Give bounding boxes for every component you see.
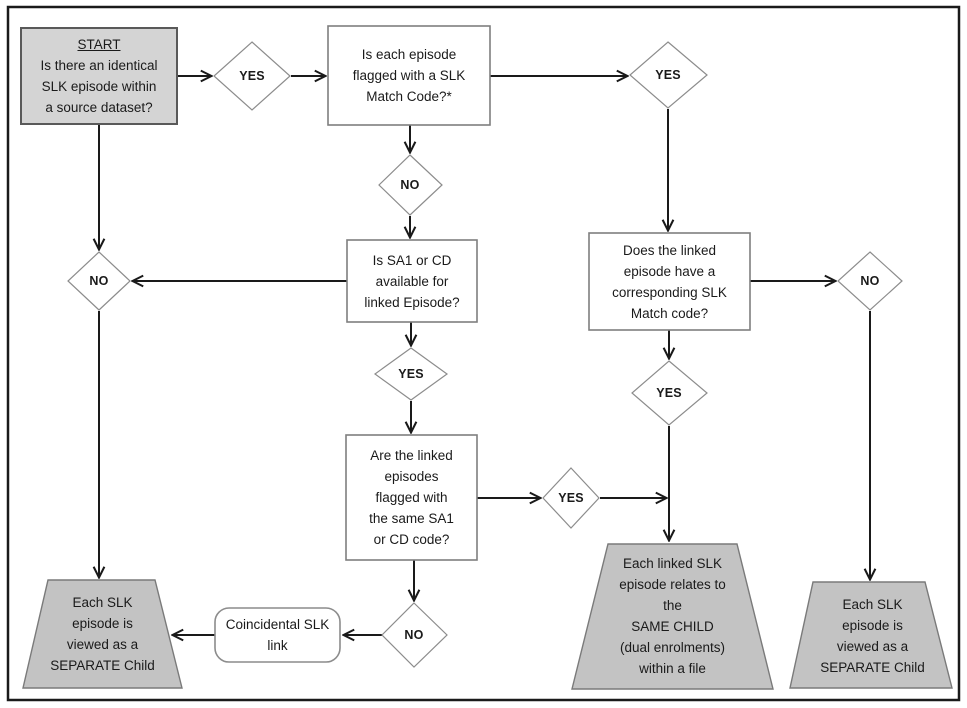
- outcome-same-child-shape: [572, 544, 773, 689]
- decision-no-1-shape: [379, 155, 442, 215]
- decision-no-2: NO: [404, 628, 424, 642]
- decision-no-2-shape: [382, 603, 447, 667]
- start-heading: START: [77, 37, 121, 52]
- decision-yes-1-shape: [214, 42, 290, 110]
- decision-no-right-shape: [838, 252, 902, 310]
- decision-yes-1: YES: [239, 69, 265, 83]
- outcome-separate-child-right: Each SLK episode is viewed as a SEPARATE Child: [820, 597, 925, 675]
- outcome-separate-left-shape: [23, 580, 182, 688]
- decision-yes-4: YES: [558, 491, 584, 505]
- question-sa1cd-shape: [347, 240, 477, 322]
- decision-yes-4-shape: [543, 468, 599, 528]
- question-same-sa1-cd-code: Are the linked episodes flagged with the same SA1 or CD code?: [369, 448, 454, 547]
- decision-no-left: NO: [89, 274, 109, 288]
- connector-arrows: [99, 76, 870, 635]
- decision-yes-3-shape: [375, 348, 447, 400]
- decision-yes-2: YES: [655, 68, 681, 82]
- question-corresponding-shape: [589, 233, 750, 330]
- decision-yes-5: YES: [656, 386, 682, 400]
- start-question: Is there an identical SLK episode within a source dataset?: [40, 58, 158, 115]
- decision-no-right: NO: [860, 274, 880, 288]
- outcome-separate-right-shape: [790, 582, 952, 688]
- outcome-separate-child-left: Each SLK episode is viewed as a SEPARATE Child: [50, 595, 155, 673]
- decision-no-left-shape: [68, 252, 130, 310]
- outcome-same-child: Each linked SLK episode relates to the SAME CHILD (dual enrolments) within a file: [619, 556, 726, 676]
- question-flagged-shape: [328, 26, 490, 125]
- question-same-code-shape: [346, 435, 477, 560]
- question-flagged-match-code: Is each episode flagged with a SLK Match Code?*: [352, 47, 466, 104]
- question-sa1-cd-available: Is SA1 or CD available for linked Episode?: [364, 252, 460, 310]
- decision-yes-3: YES: [398, 367, 424, 381]
- decision-yes-5-shape: [632, 361, 707, 425]
- coincidental-slk-link: Coincidental SLK link: [225, 617, 330, 653]
- decision-yes-2-shape: [630, 42, 707, 108]
- coincidental-link-shape: [215, 608, 340, 662]
- decision-no-1: NO: [400, 178, 420, 192]
- start-node-shape: [21, 28, 177, 124]
- question-corresponding-match-code: Does the linked episode have a corresponding SLK Match code?: [612, 242, 727, 321]
